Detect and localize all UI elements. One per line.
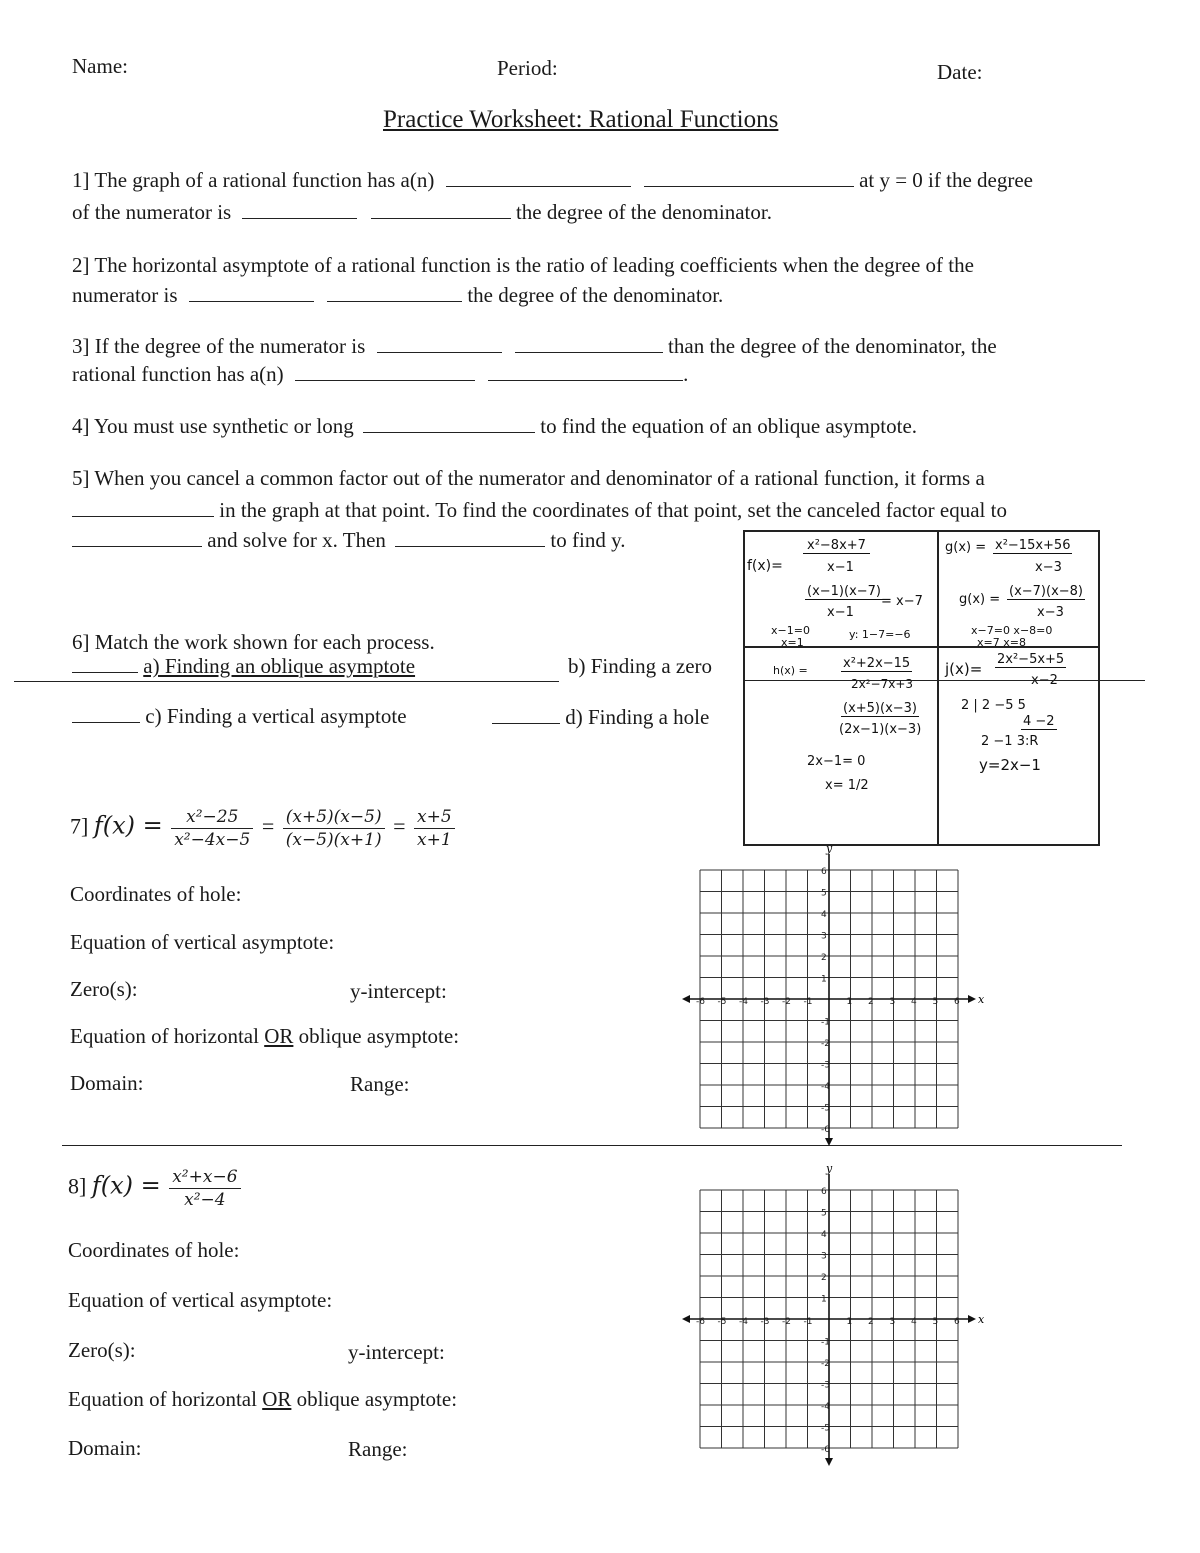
work-j-label: j(x)= (945, 660, 983, 678)
work-g-step2: x=7 x=8 (977, 636, 1026, 649)
q8-frac-1 (169, 1166, 240, 1211)
work-j-div-row1: 2 | 2 −5 5 (961, 698, 1026, 713)
q8-grid-x-tick-label: 2 (868, 1317, 874, 1327)
q8-grid-y-arrow-down (825, 1458, 833, 1466)
work-g-fact-num: (x−7)(x−8) (1009, 584, 1084, 599)
q8-grid-x-tick-label: -5 (717, 1317, 727, 1327)
work-f-num: x²−8x+7 (803, 538, 870, 554)
q7-grid-x-tick-label: 6 (954, 997, 960, 1007)
q8-grid-y-axis-label: y (826, 1162, 833, 1175)
work-j-result: y=2x−1 (979, 756, 1041, 774)
q5-text-a: 5] When you cancel a common factor out of the numerator and denominator of a rational function, it forms a (72, 466, 985, 490)
q6-blank-c[interactable] (72, 704, 140, 723)
q7-ha-or: OR (264, 1024, 294, 1048)
q7-grid-y-tick-label: -2 (821, 1039, 830, 1049)
q1-blank-3[interactable] (242, 200, 357, 219)
q8-grid-y-tick-label: -6 (821, 1445, 830, 1455)
q8-yint-label: y-intercept: (348, 1340, 445, 1364)
q1-blank-2[interactable] (644, 168, 854, 187)
q7-frac-2 (283, 806, 385, 851)
question-3-line-2 (72, 362, 688, 387)
q1-text-d: the degree of the denominator. (515, 200, 772, 224)
q8-func-name: f(x) = (91, 1171, 161, 1200)
q7-grid-y-tick-label: 3 (821, 931, 827, 942)
q8-grid-y-tick-label: 2 (821, 1273, 827, 1283)
name-label: Name: (72, 54, 128, 78)
q7-yint-label: y-intercept: (350, 979, 447, 1003)
q7-grid-y-tick-label: 4 (821, 910, 827, 920)
q5-blank-2[interactable] (72, 528, 202, 547)
section-divider (62, 1145, 1122, 1146)
q8-num-1: x²+x−6 (169, 1166, 240, 1189)
q8-hole-label: Coordinates of hole: (68, 1238, 240, 1262)
work-box-crossline (745, 680, 1145, 681)
q2-text-a: 2] The horizontal asymptote of a rational function is the ratio of leading coefficients when the degree of the (72, 253, 974, 277)
q6-blank-a[interactable] (72, 654, 138, 673)
work-h-den: 2x²−7x+3 (851, 677, 914, 691)
work-h-step2: x= 1/2 (825, 778, 869, 793)
q1-text-c: of the numerator is (72, 200, 232, 224)
q8-den-1: x²−4 (184, 1190, 226, 1210)
work-f-fact-num: (x−1)(x−7) (807, 584, 882, 599)
q8-ha-or: OR (262, 1387, 292, 1411)
q8-grid-x-tick-label: -1 (803, 1317, 813, 1327)
q8-grid-y-tick-label: 5 (821, 1208, 827, 1219)
q5-text-b: in the graph at that point. To find the coordinates of that point, set the canceled factor equal to (219, 498, 1007, 522)
q7-grid-x-arrow-left (682, 995, 690, 1003)
question-5-line-3 (72, 528, 625, 553)
q8-coordinate-grid[interactable] (680, 1160, 985, 1460)
q1-blank-4[interactable] (371, 200, 511, 219)
q7-coordinate-grid[interactable] (680, 840, 985, 1140)
q8-grid-y-tick-label: 6 (821, 1187, 827, 1197)
q8-label: 8] (68, 1173, 87, 1199)
q5-text-c: and solve for x. Then (207, 528, 386, 552)
q7-grid-x-tick-label: 5 (932, 997, 939, 1007)
question-2-line-2 (72, 283, 723, 308)
q7-zeros-label: Zero(s): (70, 977, 138, 1001)
work-f-step2: x=1 (781, 636, 804, 649)
work-h-fact-den: (2x−1)(x−3) (839, 722, 922, 737)
q7-grid-x-tick-label: 2 (868, 997, 874, 1007)
q7-num-1: x²−25 (171, 806, 253, 829)
q7-domain-label: Domain: (70, 1071, 144, 1095)
q5-blank-3[interactable] (395, 528, 545, 547)
q1-text-b: at y = 0 if the degree (859, 168, 1033, 192)
work-h-step1: 2x−1= 0 (807, 754, 866, 769)
work-h-label: h(x) = (773, 664, 808, 677)
page-title: Practice Worksheet: Rational Functions (383, 106, 779, 133)
work-g-fact-den: x−3 (1037, 605, 1064, 620)
q7-grid-y-tick-label: 1 (821, 974, 827, 985)
work-f-fact-den: x−1 (827, 605, 854, 620)
work-j-num: 2x²−5x+5 (997, 652, 1065, 667)
work-g-fact-label: g(x) = (959, 592, 1001, 607)
q7-den-2: (x−5)(x+1) (285, 830, 382, 850)
q7-grid-x-arrow-right (968, 995, 976, 1003)
q7-num-2: (x+5)(x−5) (283, 806, 385, 829)
q8-function (68, 1166, 244, 1211)
q8-grid-y-tick-label: -1 (821, 1337, 830, 1348)
question-1-line-1 (72, 168, 1033, 193)
q7-hole-label: Coordinates of hole: (70, 882, 242, 906)
q8-grid-x-tick-label: -4 (739, 1317, 748, 1327)
q5-blank-1[interactable] (72, 498, 214, 517)
work-box-vdivider (937, 532, 939, 844)
q7-grid-y-axis-label: y (826, 842, 833, 855)
q6-option-a (72, 654, 415, 679)
q6-option-d (492, 705, 709, 730)
q8-va-label: Equation of vertical asymptote: (68, 1288, 333, 1312)
q8-grid-x-tick-label: 3 (889, 1317, 896, 1327)
work-f-den: x−1 (827, 560, 854, 575)
q6-prompt: 6] Match the work shown for each process. (72, 630, 435, 654)
q8-grid-x-axis-label: x (978, 1313, 985, 1326)
q3-blank-1[interactable] (377, 334, 502, 353)
q6-divider-line (14, 681, 559, 682)
q8-ha-pre: Equation of horizontal (68, 1387, 263, 1411)
q7-equals-2: = (393, 813, 406, 839)
q7-va-label: Equation of vertical asymptote: (70, 930, 335, 954)
question-1-line-2 (72, 200, 772, 225)
work-j-div-row2: 4 −2 (1023, 714, 1055, 729)
q7-den-1: x²−4x−5 (174, 830, 251, 850)
q8-grid-x-tick-label: -6 (696, 1317, 705, 1327)
q7-range-label: Range: (350, 1072, 410, 1096)
q7-label: 7] (70, 813, 89, 839)
period-label: Period: (497, 56, 558, 80)
q7-grid-x-tick-label: 1 (846, 997, 853, 1007)
q7-grid-y-tick-label: -1 (821, 1017, 830, 1028)
q8-ha-label (68, 1387, 457, 1412)
work-f-step1: x−1=0 (771, 624, 810, 637)
q8-grid-x-tick-label: -3 (760, 1317, 770, 1327)
q7-ha-label (70, 1024, 459, 1049)
q6-option-b-label: b) Finding a zero (568, 654, 713, 678)
q7-grid-x-tick-label: 4 (911, 997, 917, 1007)
q8-ha-post: oblique asymptote: (291, 1387, 458, 1411)
q2-blank-2[interactable] (327, 283, 462, 302)
q7-grid-x-axis-label: x (978, 993, 985, 1006)
q7-grid-y-tick-label: 6 (821, 867, 827, 877)
work-f-label: f(x)= (747, 558, 783, 574)
q7-grid-y-tick-label: 5 (821, 888, 827, 899)
q3-text-a: 3] If the degree of the numerator is (72, 334, 366, 358)
q8-grid-y-tick-label: 4 (821, 1230, 827, 1240)
q7-grid-y-tick-label: -3 (821, 1060, 830, 1071)
q7-ha-post: oblique asymptote: (293, 1024, 460, 1048)
date-label: Date: (937, 60, 983, 84)
q8-grid-y-tick-label: -2 (821, 1359, 830, 1369)
q7-grid-x-tick-label: -6 (696, 997, 705, 1007)
q7-den-3: x+1 (417, 830, 452, 850)
q1-text-a: 1] The graph of a rational function has a(n) (72, 168, 435, 192)
q7-grid-x-tick-label: -5 (717, 997, 727, 1007)
work-j-div-row3: 2 −1 3:R (981, 734, 1039, 749)
q2-blank-1[interactable] (189, 283, 314, 302)
q8-grid-x-tick-label: 5 (932, 1317, 939, 1327)
q8-domain-label: Domain: (68, 1436, 142, 1460)
q3-text-b: than the degree of the denominator, the (668, 334, 997, 358)
work-g-step1: x−7=0 x−8=0 (971, 624, 1053, 637)
q8-grid-y-tick-label: -4 (821, 1402, 830, 1412)
work-h-fact-num: (x+5)(x−3) (843, 701, 918, 716)
q8-zeros-label: Zero(s): (68, 1338, 136, 1362)
question-3-line-1 (72, 334, 997, 359)
q7-grid-x-tick-label: -1 (803, 997, 813, 1007)
q7-ha-pre: Equation of horizontal (70, 1024, 265, 1048)
q3-text-c: rational function has a(n) (72, 362, 284, 386)
q7-equals-1: = (261, 813, 275, 839)
q8-grid-x-arrow-left (682, 1315, 690, 1323)
q7-frac-3 (414, 806, 455, 851)
q7-grid-x-tick-label: -3 (760, 997, 770, 1007)
q7-grid-y-tick-label: 2 (821, 953, 827, 963)
q7-grid-x-tick-label: 3 (889, 997, 896, 1007)
q8-grid-y-tick-label: 3 (821, 1251, 827, 1262)
q7-grid-y-tick-label: -4 (821, 1082, 830, 1092)
q6-blank-d[interactable] (492, 705, 560, 724)
question-4 (72, 414, 917, 439)
q8-range-label: Range: (348, 1437, 408, 1461)
q6-option-d-label: d) Finding a hole (565, 705, 710, 729)
q6-option-c-label: c) Finding a vertical asymptote (145, 704, 407, 728)
q7-grid-x-tick-label: -2 (782, 997, 791, 1007)
q5-text-d: to find y. (550, 528, 626, 552)
work-f-y: y: 1−7=−6 (849, 628, 911, 641)
q6-option-a-label: a) Finding an oblique asymptote (143, 654, 416, 678)
q1-blank-1[interactable] (446, 168, 631, 187)
work-f-result: = x−7 (881, 594, 923, 609)
work-g-label: g(x) = (945, 540, 987, 555)
q3-blank-4[interactable] (488, 362, 683, 381)
q8-grid-x-tick-label: 6 (954, 1317, 960, 1327)
q8-grid-x-arrow-right (968, 1315, 976, 1323)
q3-blank-3[interactable] (295, 362, 475, 381)
q4-text-a: 4] You must use synthetic or long (72, 414, 354, 438)
work-h-num: x²+2x−15 (843, 656, 911, 671)
work-j-den: x−2 (1031, 673, 1058, 688)
q8-grid-x-tick-label: 4 (911, 1317, 917, 1327)
q3-text-d: . (683, 362, 689, 386)
q4-blank-1[interactable] (363, 414, 535, 433)
q6-option-c (72, 704, 407, 729)
q4-text-b: to find the equation of an oblique asymptote. (540, 414, 918, 438)
work-g-den: x−3 (1035, 560, 1062, 575)
q8-grid-y-tick-label: -5 (821, 1423, 830, 1434)
q7-grid-y-tick-label: -6 (821, 1125, 830, 1135)
q8-grid-x-tick-label: 1 (846, 1317, 853, 1327)
q8-grid-y-tick-label: 1 (821, 1294, 827, 1305)
question-5-line-2 (72, 498, 1007, 523)
q7-grid-x-tick-label: -4 (739, 997, 748, 1007)
q8-grid-y-tick-label: -3 (821, 1380, 830, 1391)
q7-grid-y-tick-label: -5 (821, 1103, 830, 1114)
q7-function (70, 806, 458, 851)
work-g-num: x²−15x+56 (995, 538, 1071, 553)
q7-func-name: f(x) = (93, 811, 163, 840)
q7-num-3: x+5 (414, 806, 455, 829)
work-box (743, 530, 1100, 846)
q7-frac-1 (171, 806, 253, 851)
q8-grid-x-tick-label: -2 (782, 1317, 791, 1327)
q3-blank-2[interactable] (515, 334, 663, 353)
q2-text-c: the degree of the denominator. (467, 283, 724, 307)
q2-text-b: numerator is (72, 283, 178, 307)
